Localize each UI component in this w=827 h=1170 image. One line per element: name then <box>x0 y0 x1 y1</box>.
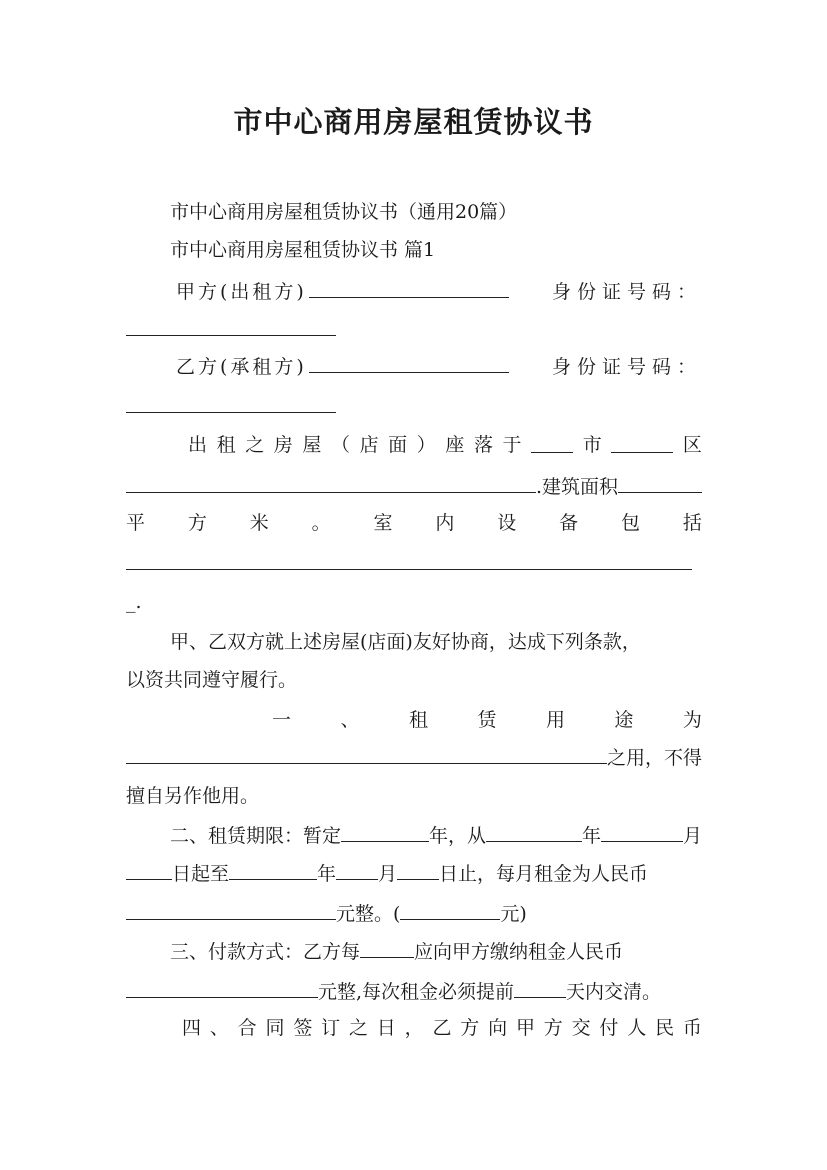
clause-4-char: 订 <box>321 1017 341 1039</box>
clause-3-line-2 <box>126 975 702 1005</box>
advance-days-blank <box>514 975 566 998</box>
party-a-id-line <box>126 313 702 343</box>
clause-4-char: 之 <box>348 1017 368 1039</box>
sqm-char: 包 <box>621 512 641 534</box>
clause-3-text: 三、付款方式：乙方每 <box>170 941 361 963</box>
start-day-blank <box>126 857 172 880</box>
location-line-1 <box>188 430 702 460</box>
address-blank <box>126 470 536 493</box>
clause-3-text: 应向甲方缴纳租金人民币 <box>414 941 624 963</box>
clause-4-char: 合 <box>237 1017 257 1039</box>
location-char: 租 <box>216 434 236 456</box>
rent-figure-blank <box>400 897 500 920</box>
start-year-blank <box>486 819 582 842</box>
end-year-blank <box>229 857 317 880</box>
party-b-name-blank <box>309 350 509 373</box>
location-char: 房 <box>273 434 293 456</box>
agreement-line-1: 甲、乙双方就上述房屋(店面)友好协商，达成下列条款， <box>170 631 641 653</box>
clause-1-char: 、 <box>340 709 360 731</box>
clause-2-text: 二、租赁期限：暂定 <box>170 825 342 847</box>
clause-1-char: 租 <box>408 709 428 731</box>
clause-4-char: 方 <box>543 1017 563 1039</box>
party-b-label: 乙方(承租方) <box>176 356 307 378</box>
area-label: .建筑面积 <box>536 476 619 498</box>
clause-1-char: 途 <box>614 709 634 731</box>
sqm-char: 方 <box>187 512 207 534</box>
sqm-char: 米 <box>249 512 269 534</box>
clause-4-char: 币 <box>682 1017 702 1039</box>
clause-4-char: 民 <box>655 1017 675 1039</box>
end-month-blank <box>336 857 378 880</box>
clause-4-line-1 <box>182 1013 702 1043</box>
clause-2-text: 年，从 <box>429 825 487 847</box>
clause-1-line-1 <box>272 705 702 735</box>
subtitle: 市中心商用房屋租赁协议书（通用20篇） <box>170 201 518 223</box>
clause-1-char: 一 <box>272 709 292 731</box>
city-blank <box>531 430 573 453</box>
clause-3-line-1 <box>170 935 702 965</box>
clause-4-char: 向 <box>488 1017 508 1039</box>
location-char: （ <box>330 434 350 456</box>
clause-2-text: 元) <box>500 903 527 925</box>
location-char: 面 <box>388 434 408 456</box>
clause-1-line-3: 擅自另作他用。 <box>126 785 260 807</box>
clause-4-char: 付 <box>599 1017 619 1039</box>
sqm-char: 。 <box>311 512 331 534</box>
clause-4-char: 人 <box>627 1017 647 1039</box>
clause-1-char: 用 <box>545 709 565 731</box>
location-char: ） <box>416 434 436 456</box>
sqm-char: 内 <box>435 512 455 534</box>
clause-1-line-2 <box>126 741 702 771</box>
sqm-char: 室 <box>373 512 393 534</box>
clause-2-text: 年 <box>317 863 337 885</box>
clause-3-text: 天内交清。 <box>566 981 662 1003</box>
sqm-char: 括 <box>682 512 702 534</box>
clause-4-char: 乙 <box>432 1017 452 1039</box>
clause-4-char: 同 <box>265 1017 285 1039</box>
sqm-char: 备 <box>559 512 579 534</box>
district-label: 区 <box>682 434 702 456</box>
party-b-id-label: 身份证号码： <box>551 356 702 378</box>
equipment-line <box>126 547 702 577</box>
location-char: 出 <box>188 434 208 456</box>
agreement-line-2: 以资共同遵守履行。 <box>126 669 298 691</box>
sqm-char: 平 <box>126 512 146 534</box>
usage-blank <box>126 741 607 764</box>
payment-period-blank <box>360 935 414 958</box>
location-char: 屋 <box>302 434 322 456</box>
location-char: 之 <box>245 434 265 456</box>
clause-2-line-2 <box>126 857 702 887</box>
clause-4-char: 四 <box>182 1017 202 1039</box>
clause-1-suffix: 之用，不得 <box>606 747 702 769</box>
clause-4-char: 、 <box>209 1017 229 1039</box>
clause-4-char: 签 <box>293 1017 313 1039</box>
end-day-blank <box>397 857 439 880</box>
document-title: 市中心商用房屋租赁协议书 <box>233 105 594 139</box>
clause-4-char: 交 <box>571 1017 591 1039</box>
district-blank <box>611 430 673 453</box>
location-line-3 <box>126 508 702 538</box>
equipment-end: _. <box>126 591 142 613</box>
location-char: 店 <box>359 434 379 456</box>
party-a-line <box>176 275 702 305</box>
clause-1-char: 为 <box>682 709 702 731</box>
clause-2-line-3 <box>126 897 702 927</box>
term-years-blank <box>341 819 429 842</box>
clause-2-line-1 <box>170 819 702 849</box>
clause-2-text: 日起至 <box>172 863 230 885</box>
clause-4-char: 甲 <box>515 1017 535 1039</box>
clause-2-text: 年 <box>582 825 602 847</box>
clause-4-char: 日 <box>376 1017 396 1039</box>
clause-4-char: ， <box>404 1017 424 1039</box>
area-blank <box>618 470 702 493</box>
location-line-2 <box>126 470 702 500</box>
payment-amount-blank <box>126 975 318 998</box>
clause-2-text: 元整。( <box>336 903 401 925</box>
clause-2-text: 月 <box>378 863 398 885</box>
location-char: 落 <box>473 434 493 456</box>
party-a-name-blank <box>309 275 509 298</box>
sqm-char: 设 <box>497 512 517 534</box>
party-a-id-label: 身份证号码： <box>551 281 702 303</box>
clause-1-char: 赁 <box>477 709 497 731</box>
equipment-blank <box>126 547 692 570</box>
clause-3-text: 元整,每次租金必须提前 <box>318 981 515 1003</box>
party-b-line <box>176 350 702 380</box>
start-month-blank <box>601 819 683 842</box>
section-heading: 市中心商用房屋租赁协议书 篇1 <box>170 239 436 261</box>
location-char: 于 <box>502 434 522 456</box>
rent-amount-blank <box>126 897 336 920</box>
clause-2-text: 日止，每月租金为人民币 <box>439 863 649 885</box>
party-b-id-line <box>126 390 702 420</box>
party-a-id-blank <box>126 313 336 336</box>
location-char: 座 <box>445 434 465 456</box>
party-b-id-blank <box>126 390 336 413</box>
city-label: 市 <box>582 434 602 456</box>
party-a-label: 甲方(出租方) <box>176 281 307 303</box>
clause-2-text: 月 <box>682 825 702 847</box>
clause-4-char: 方 <box>460 1017 480 1039</box>
